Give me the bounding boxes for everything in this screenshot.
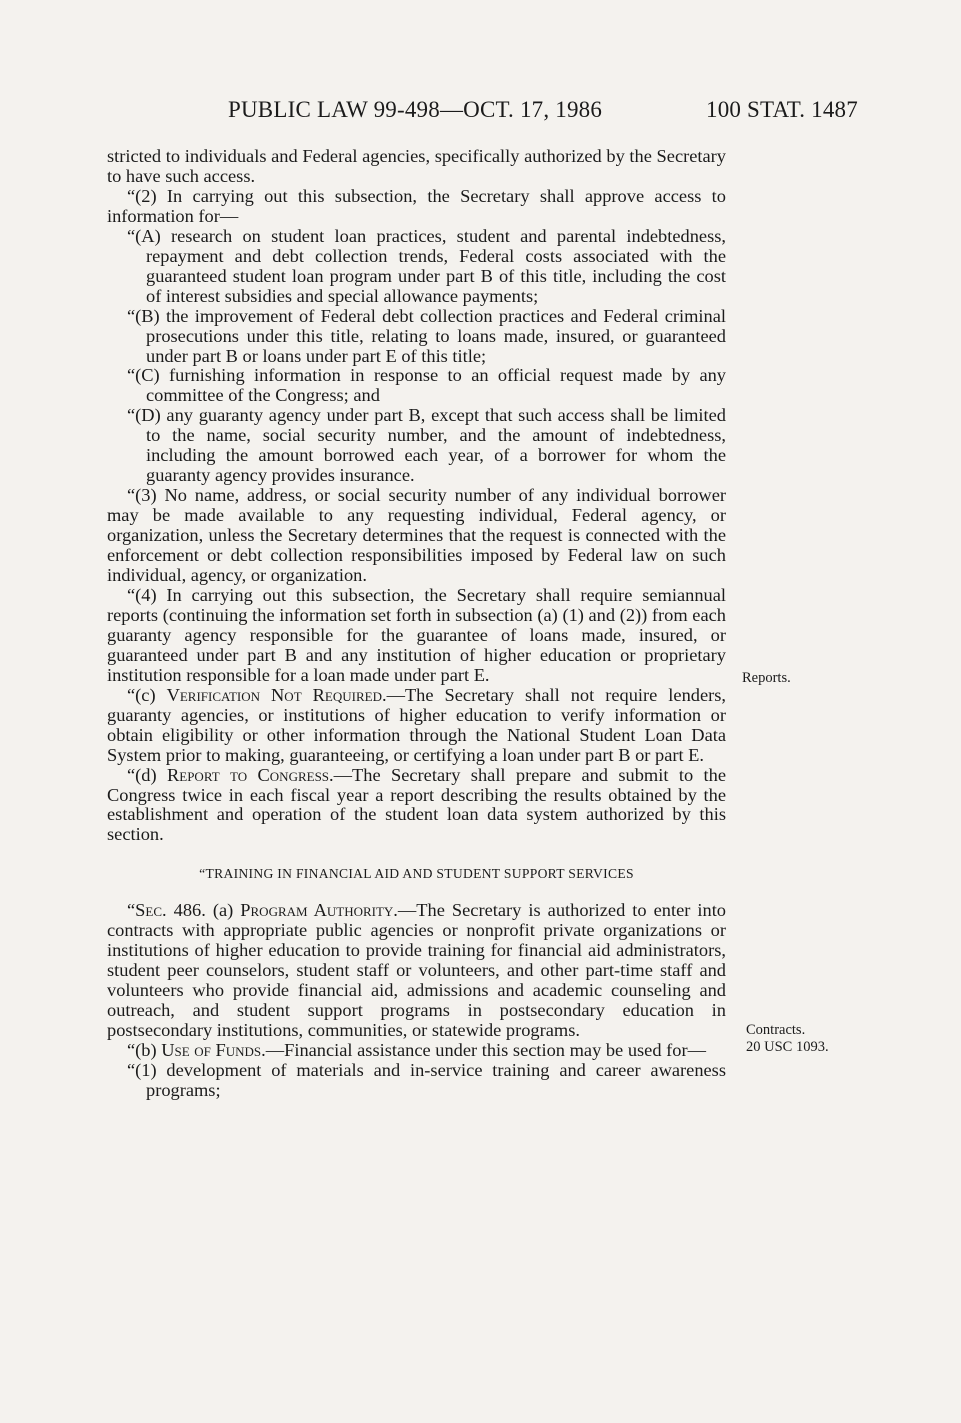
subsection-d-text: —The Secretary shall prepare and submit to the Congress twice in each fiscal year a report describing the results obtained by the establishment and operation of the student loan data system authorized by this section. <box>107 764 726 845</box>
section-486-b <box>107 1041 726 1061</box>
subsection-d-caption: Report to Congress. <box>167 764 334 785</box>
section-heading: “TRAINING IN FINANCIAL AID AND STUDENT SUPPORT SERVICES <box>199 866 634 882</box>
margin-note-usc: 20 USC 1093. <box>746 1039 829 1055</box>
clause-c: “(C) furnishing information in response to an official request made by any committee of the Congress; and <box>127 365 726 406</box>
body-text <box>107 147 726 1101</box>
section-486-b-text: —Financial assistance under this section may be used for— <box>265 1039 706 1060</box>
paragraph-4: “(4) In carrying out this subsection, the Secretary shall require semiannual reports (continuing the information set forth in subsection (a) (1) and (2)) from each guaranty agency responsible for the guarantee of loans made, insured, or guaranteed under part B and any institution of higher education or proprietary institution responsible for a loan made under part E. <box>107 584 726 685</box>
section-486-lead: “ <box>127 900 136 921</box>
section-486-b-lead: “(b) <box>127 1039 162 1060</box>
subsection-c-text: —The Secretary shall not require lenders, guaranty agencies, or institutions of higher education to verify information or obtain eligibility or other information through the National Student Loan Data System prior to making, guaranteeing, or certifying a loan under part B or part E. <box>107 684 726 765</box>
clause-b: “(B) the improvement of Federal debt collection practices and Federal criminal prosecutions under this title, relating to loans made, insured, or guaranteed under part B or loans under part E of this title; <box>127 305 726 366</box>
subsection-c-caption: Verification Not Required. <box>166 684 387 705</box>
margin-note-reports: Reports. <box>742 670 791 686</box>
paragraph-continuation: stricted to individuals and Federal agencies, specifically authorized by the Secretary to have such access. <box>107 146 726 186</box>
section-486-b-1: “(1) development of materials and in-service training and career awareness programs; <box>127 1059 726 1100</box>
subsection-d <box>107 766 726 846</box>
running-header-stat: 100 STAT. 1487 <box>706 97 858 122</box>
section-486-text: —The Secretary is authorized to enter into contracts with appropriate public agencies or nonprofit private organizations or institutions of higher education to provide training for financial aid administrators, student peer counselors, student staff or volunteers, and other part-time staff and volunteers who provide financial aid, admissions and academic counseling and outreach, and student support programs in postsecondary education in postsecondary institutions, communities, or statewide programs. <box>107 900 726 1041</box>
margin-note-contracts <box>746 1022 829 1056</box>
section-486-caption: Program Authority. <box>240 900 398 921</box>
running-header-law: PUBLIC LAW 99-498—OCT. 17, 1986 <box>228 97 603 122</box>
clause-d: “(D) any guaranty agency under part B, except that such access shall be limited to the name, social security number, and the amount of indebtedness, including the amount borrowed each year, of a borrower for whom the guaranty agency provides insurance. <box>127 405 726 486</box>
subsection-c-lead: “(c) <box>127 684 167 705</box>
subsection-c <box>107 686 726 766</box>
section-486-b-caption: Use of Funds. <box>161 1039 266 1060</box>
subsection-d-lead: “(d) <box>127 764 167 785</box>
paragraph-3: “(3) No name, address, or social security number of any individual borrower may be made available to any requesting individual, Federal agency, or organization, unless the Secretary determines that the request is connected with the enforcement or debt collection responsibilities imposed by Federal law on such individual, agency, or organization. <box>107 485 726 586</box>
paragraph-2: “(2) In carrying out this subsection, the Secretary shall approve access to information for— <box>107 185 726 226</box>
clause-a: “(A) research on student loan practices, student and parental indebtedness, repayment and debt collection trends, Federal costs associated with the guaranteed student loan program under part B of this title, including the cost of interest subsidies and special allowance payments; <box>127 225 726 306</box>
section-486-a <box>107 901 726 1041</box>
margin-note-contracts-label: Contracts. <box>746 1022 806 1038</box>
section-486-number: 486. (a) <box>166 900 241 921</box>
section-486-sec: Sec. <box>135 900 167 921</box>
